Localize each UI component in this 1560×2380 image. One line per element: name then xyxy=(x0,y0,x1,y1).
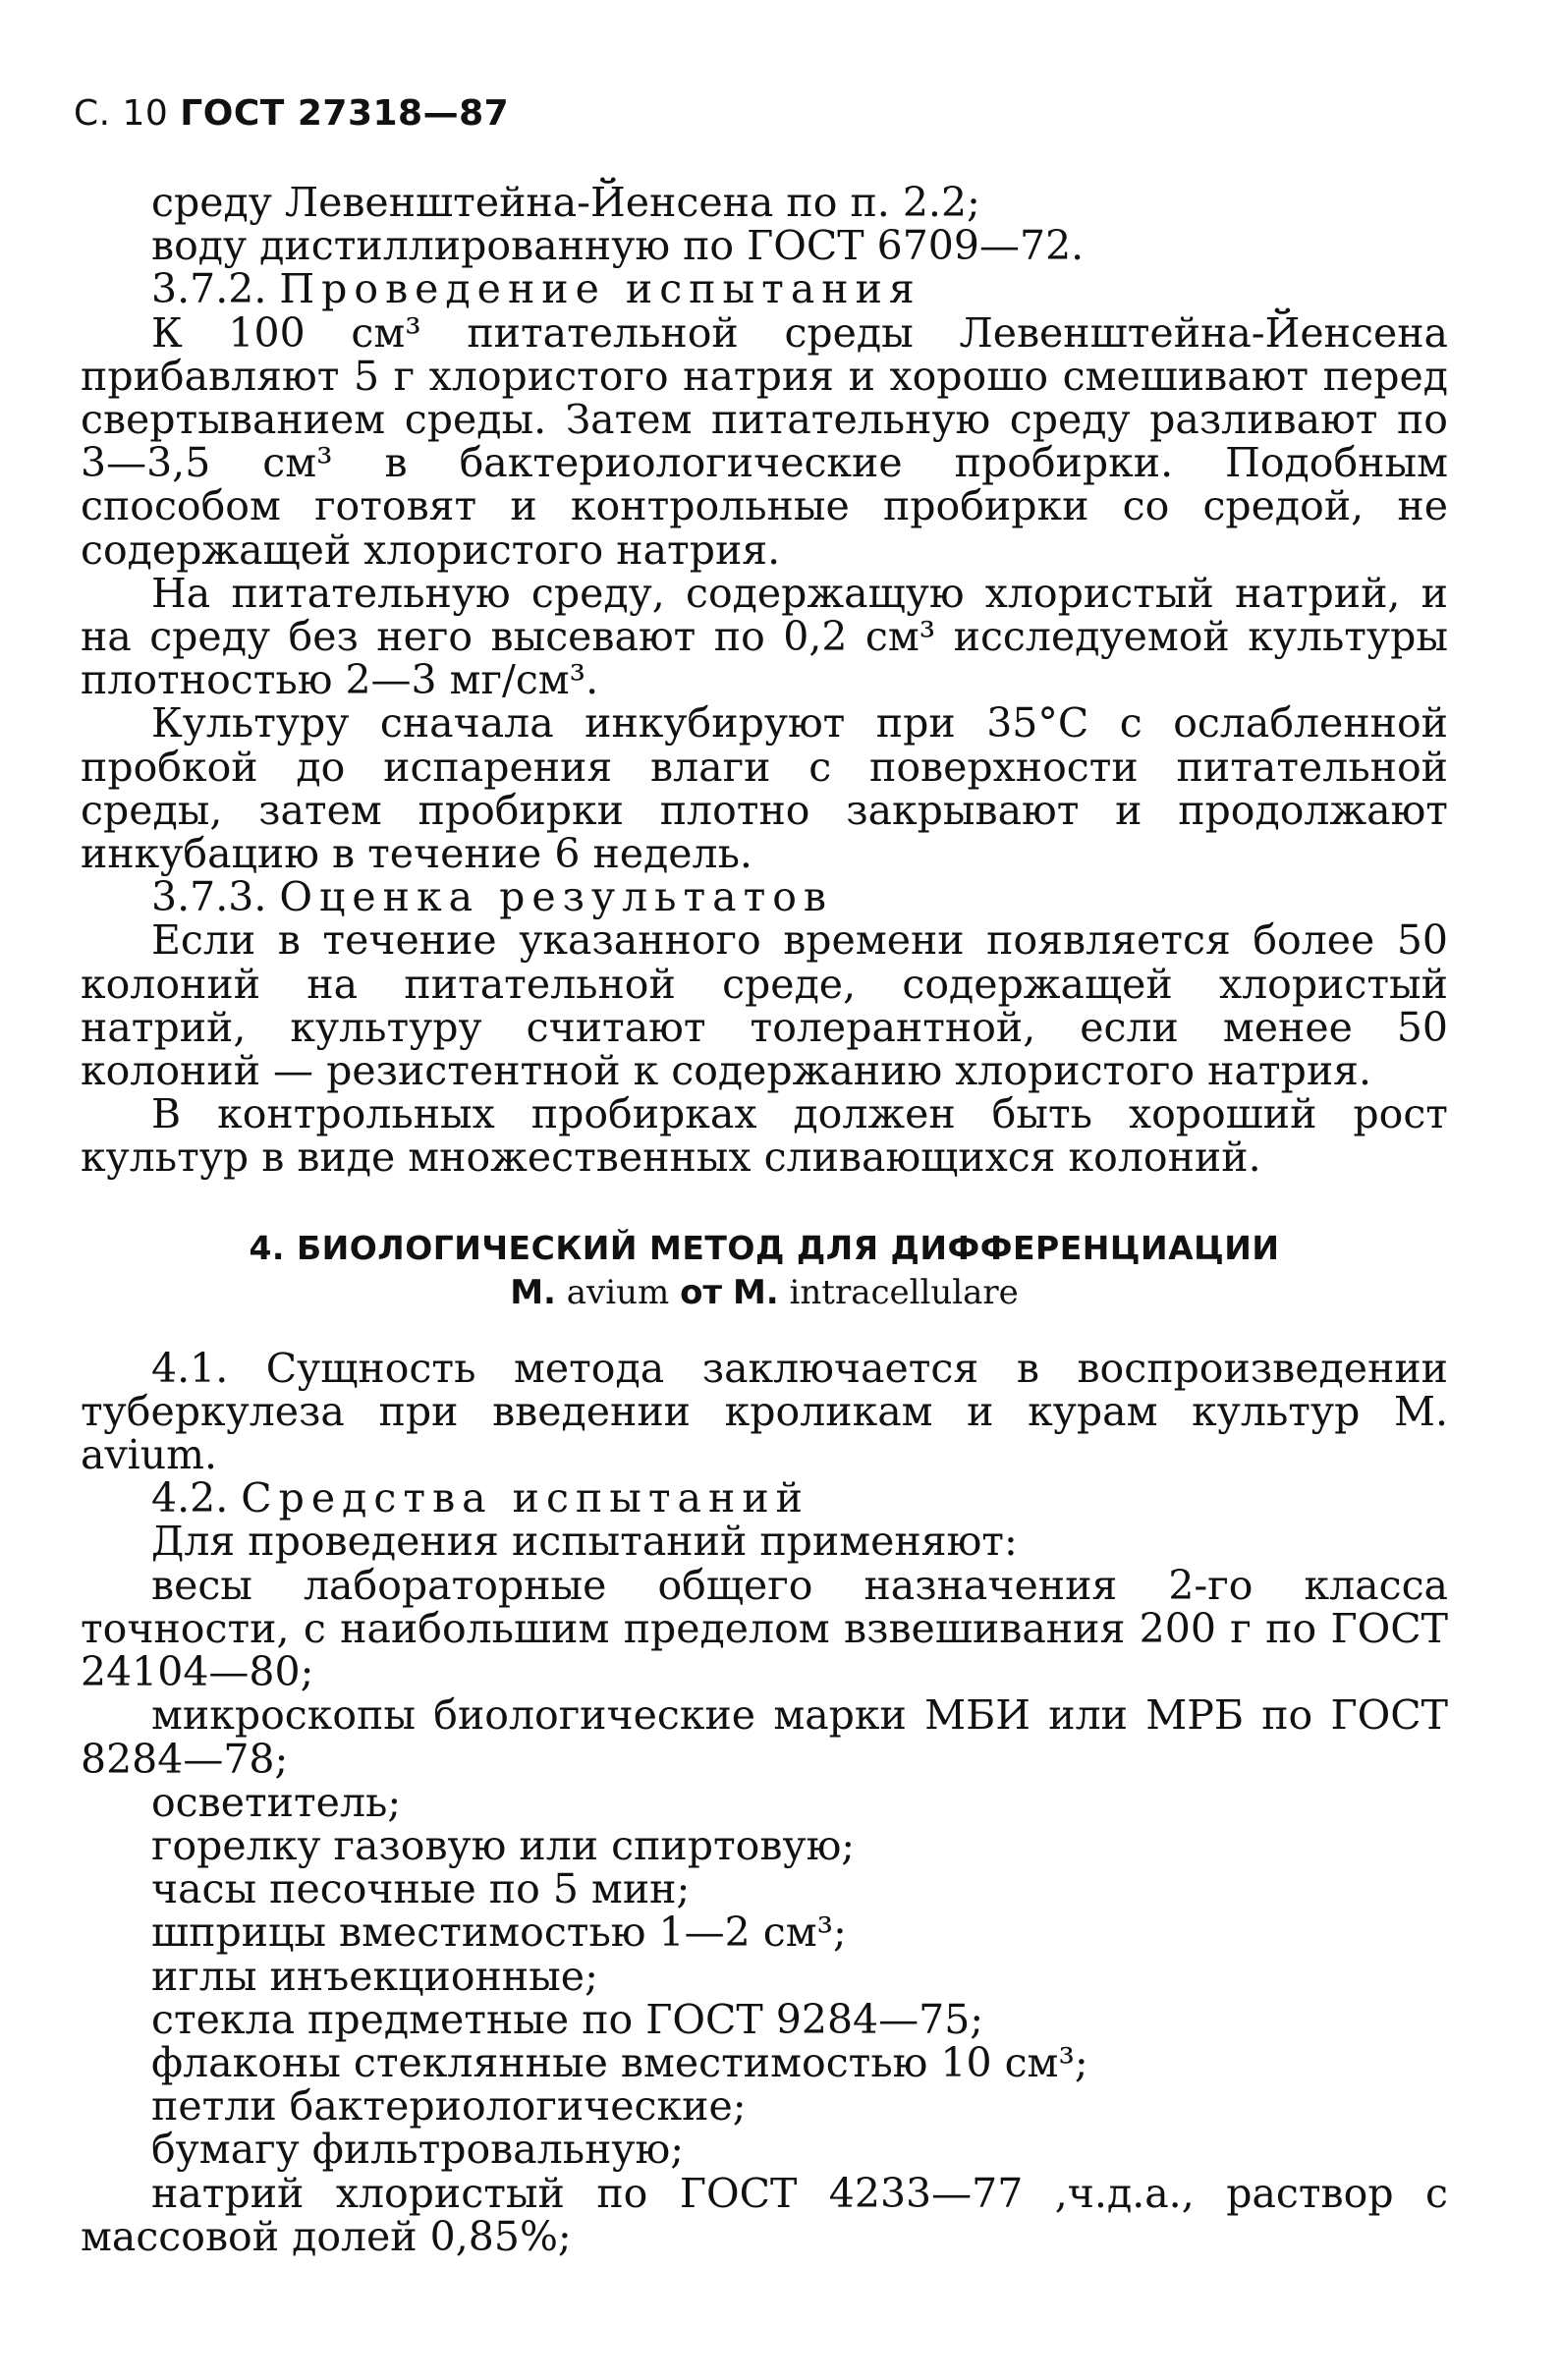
page-number: С. 10 xyxy=(74,93,169,134)
paragraph: 4.1. Сущность метода заключается в воспроизведении туберкулеза при введении кроликам и курам культур М. avium. xyxy=(81,1344,1448,1479)
list-item: весы лабораторные общего назначения 2-го класса точности, с наибольшим пределом взвешивания 200 г по ГОСТ 24104—80; xyxy=(81,1561,1448,1696)
paragraph: воду дистиллированную по ГОСТ 6709—72. xyxy=(151,222,1085,270)
subsection-title: Оценка результатов xyxy=(279,873,834,921)
subsection-number: 4.2. xyxy=(151,1474,229,1522)
list-item: горелку газовую или спиртовую; xyxy=(151,1821,856,1869)
page-header xyxy=(74,93,509,134)
paragraph: К 100 см³ питательной среды Левенштейна-Йенсена прибавляют 5 г хлористого натрия и хорошо смешивают перед свертыванием среды. Затем питательную среду разливают по 3—3,5 см³ в бактериологические пробирки. Подобным способом готовят и контрольные пробирки со средой, не содержащей хлористого натрия. xyxy=(81,308,1448,574)
list-item: иглы инъекционные; xyxy=(151,1952,598,2000)
subsection-heading-3-7-3 xyxy=(81,873,1448,921)
species-abbrev: М. xyxy=(732,1272,779,1312)
page-body xyxy=(81,181,1448,2258)
preposition-ot: от xyxy=(680,1272,723,1312)
list-item: бумагу фильтровальную; xyxy=(151,2126,685,2174)
list-item: петли бактериологические; xyxy=(151,2082,747,2131)
subsection-heading-4-2 xyxy=(81,1476,1448,1520)
subsection-number: 3.7.3. xyxy=(151,873,267,921)
species-avium: avium xyxy=(566,1272,670,1312)
list-item: флаконы стеклянные вместимостью 10 см³; xyxy=(151,2038,1088,2086)
paragraph: Если в течение указанного времени появляется более 50 колоний на питательной среде, содержащей хлористый натрий, культуру считают толерантной, если менее 50 колоний — резистентной к содержанию хлористого натрия. xyxy=(81,916,1448,1095)
section-subtitle xyxy=(81,1270,1448,1315)
list-item: шприцы вместимостью 1—2 см³; xyxy=(151,1909,847,1957)
standard-code: ГОСТ 27318—87 xyxy=(180,93,510,134)
list-item: осветитель; xyxy=(151,1778,402,1826)
list-item: микроскопы биологические марки МБИ или МРБ по ГОСТ 8284—78; xyxy=(81,1691,1448,1783)
species-intracellulare: intracellulare xyxy=(789,1272,1019,1312)
species-abbrev: М. xyxy=(510,1272,556,1312)
paragraph: В контрольных пробирках должен быть хороший рост культур в виде множественных сливающихся колоний. xyxy=(81,1090,1448,1182)
paragraph: На питательную среду, содержащую хлористый натрий, и на среду без него высевают по 0,2 см³ исследуемой культуры плотностью 2—3 мг/см³. xyxy=(81,569,1448,704)
paragraph: Для проведения испытаний применяют: xyxy=(151,1518,1018,1566)
subsection-title: Средства испытаний xyxy=(241,1474,809,1522)
subsection-title: Проведение испытания xyxy=(279,265,921,313)
paragraph: Культуру сначала инкубируют при 35°С с ослабленной пробкой до испарения влаги с поверхности питательной среды, затем пробирки плотно закрывают и продолжают инкубацию в течение 6 недель. xyxy=(81,699,1448,878)
section-title: 4. БИОЛОГИЧЕСКИЙ МЕТОД ДЛЯ ДИФФЕРЕНЦИАЦИИ xyxy=(249,1228,1280,1267)
subsection-heading-3-7-2 xyxy=(81,265,1448,313)
list-item: часы песочные по 5 мин; xyxy=(151,1865,691,1913)
list-item: натрий хлористый по ГОСТ 4233—77 ,ч.д.а., раствор с массовой долей 0,85%; xyxy=(81,2169,1448,2260)
paragraph: среду Левенштейна-Йенсена по п. 2.2; xyxy=(151,179,980,226)
subsection-number: 3.7.2. xyxy=(151,265,267,313)
list-item: стекла предметные по ГОСТ 9284—75; xyxy=(151,1995,984,2043)
